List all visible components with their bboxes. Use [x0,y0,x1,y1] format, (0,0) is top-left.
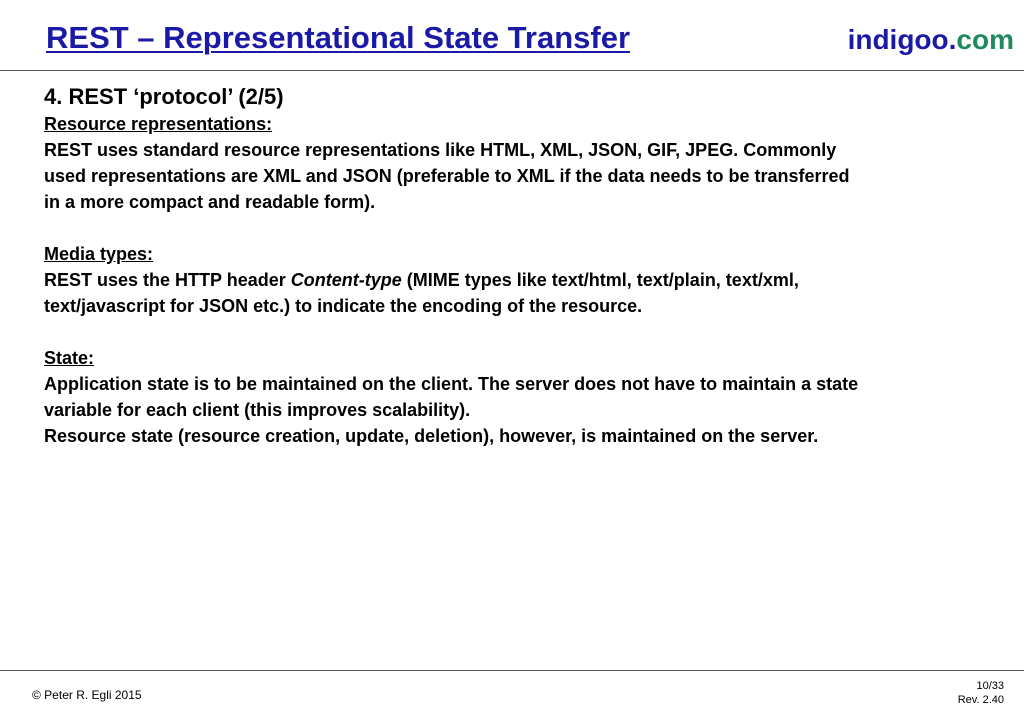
resource-representations-section [44,111,1004,215]
brand-name: indigoo [847,24,949,55]
state-line: Resource state (resource creation, update, deletion), however, is maintained on the server. [44,426,819,446]
media-types-section [44,241,1004,319]
header-divider [0,70,1024,71]
brand-dot: . [948,24,957,55]
brand-tld: com [956,24,1014,55]
state-line: Application state is to be maintained on the client. The server does not have to maintain a state [44,374,859,394]
state-label: State: [44,348,95,368]
revision: Rev. 2.40 [957,694,1004,706]
media-types-line [44,267,1004,293]
media-types-line1-suffix: (MIME types like text/html, text/plain, text/xml, [401,270,799,290]
media-types-line1-prefix: REST uses the HTTP header [44,270,291,290]
resource-representations-line: REST uses standard resource representations like HTML, XML, JSON, GIF, JPEG. Commonly [44,140,837,160]
media-types-label: Media types: [44,244,154,264]
page-number: 10/33 [976,680,1004,692]
footer-divider [0,670,1024,671]
copyright: © Peter R. Egli 2015 [32,688,142,702]
content-type-term: Content-type [290,270,402,290]
slide-content [44,82,1004,449]
page-info [958,679,1004,707]
section-heading: 4. REST ‘protocol’ (2/5) [44,84,284,109]
brand-logo [848,24,1014,56]
resource-representations-label: Resource representations: [44,114,273,134]
slide-title: REST – Representational State Transfer [46,20,631,55]
resource-representations-line: in a more compact and readable form). [44,192,376,212]
resource-representations-line: used representations are XML and JSON (preferable to XML if the data needs to be transferred [44,166,850,186]
state-line: variable for each client (this improves scalability). [44,400,471,420]
media-types-line: text/javascript for JSON etc.) to indicate the encoding of the resource. [44,296,643,316]
state-section [44,345,1004,449]
